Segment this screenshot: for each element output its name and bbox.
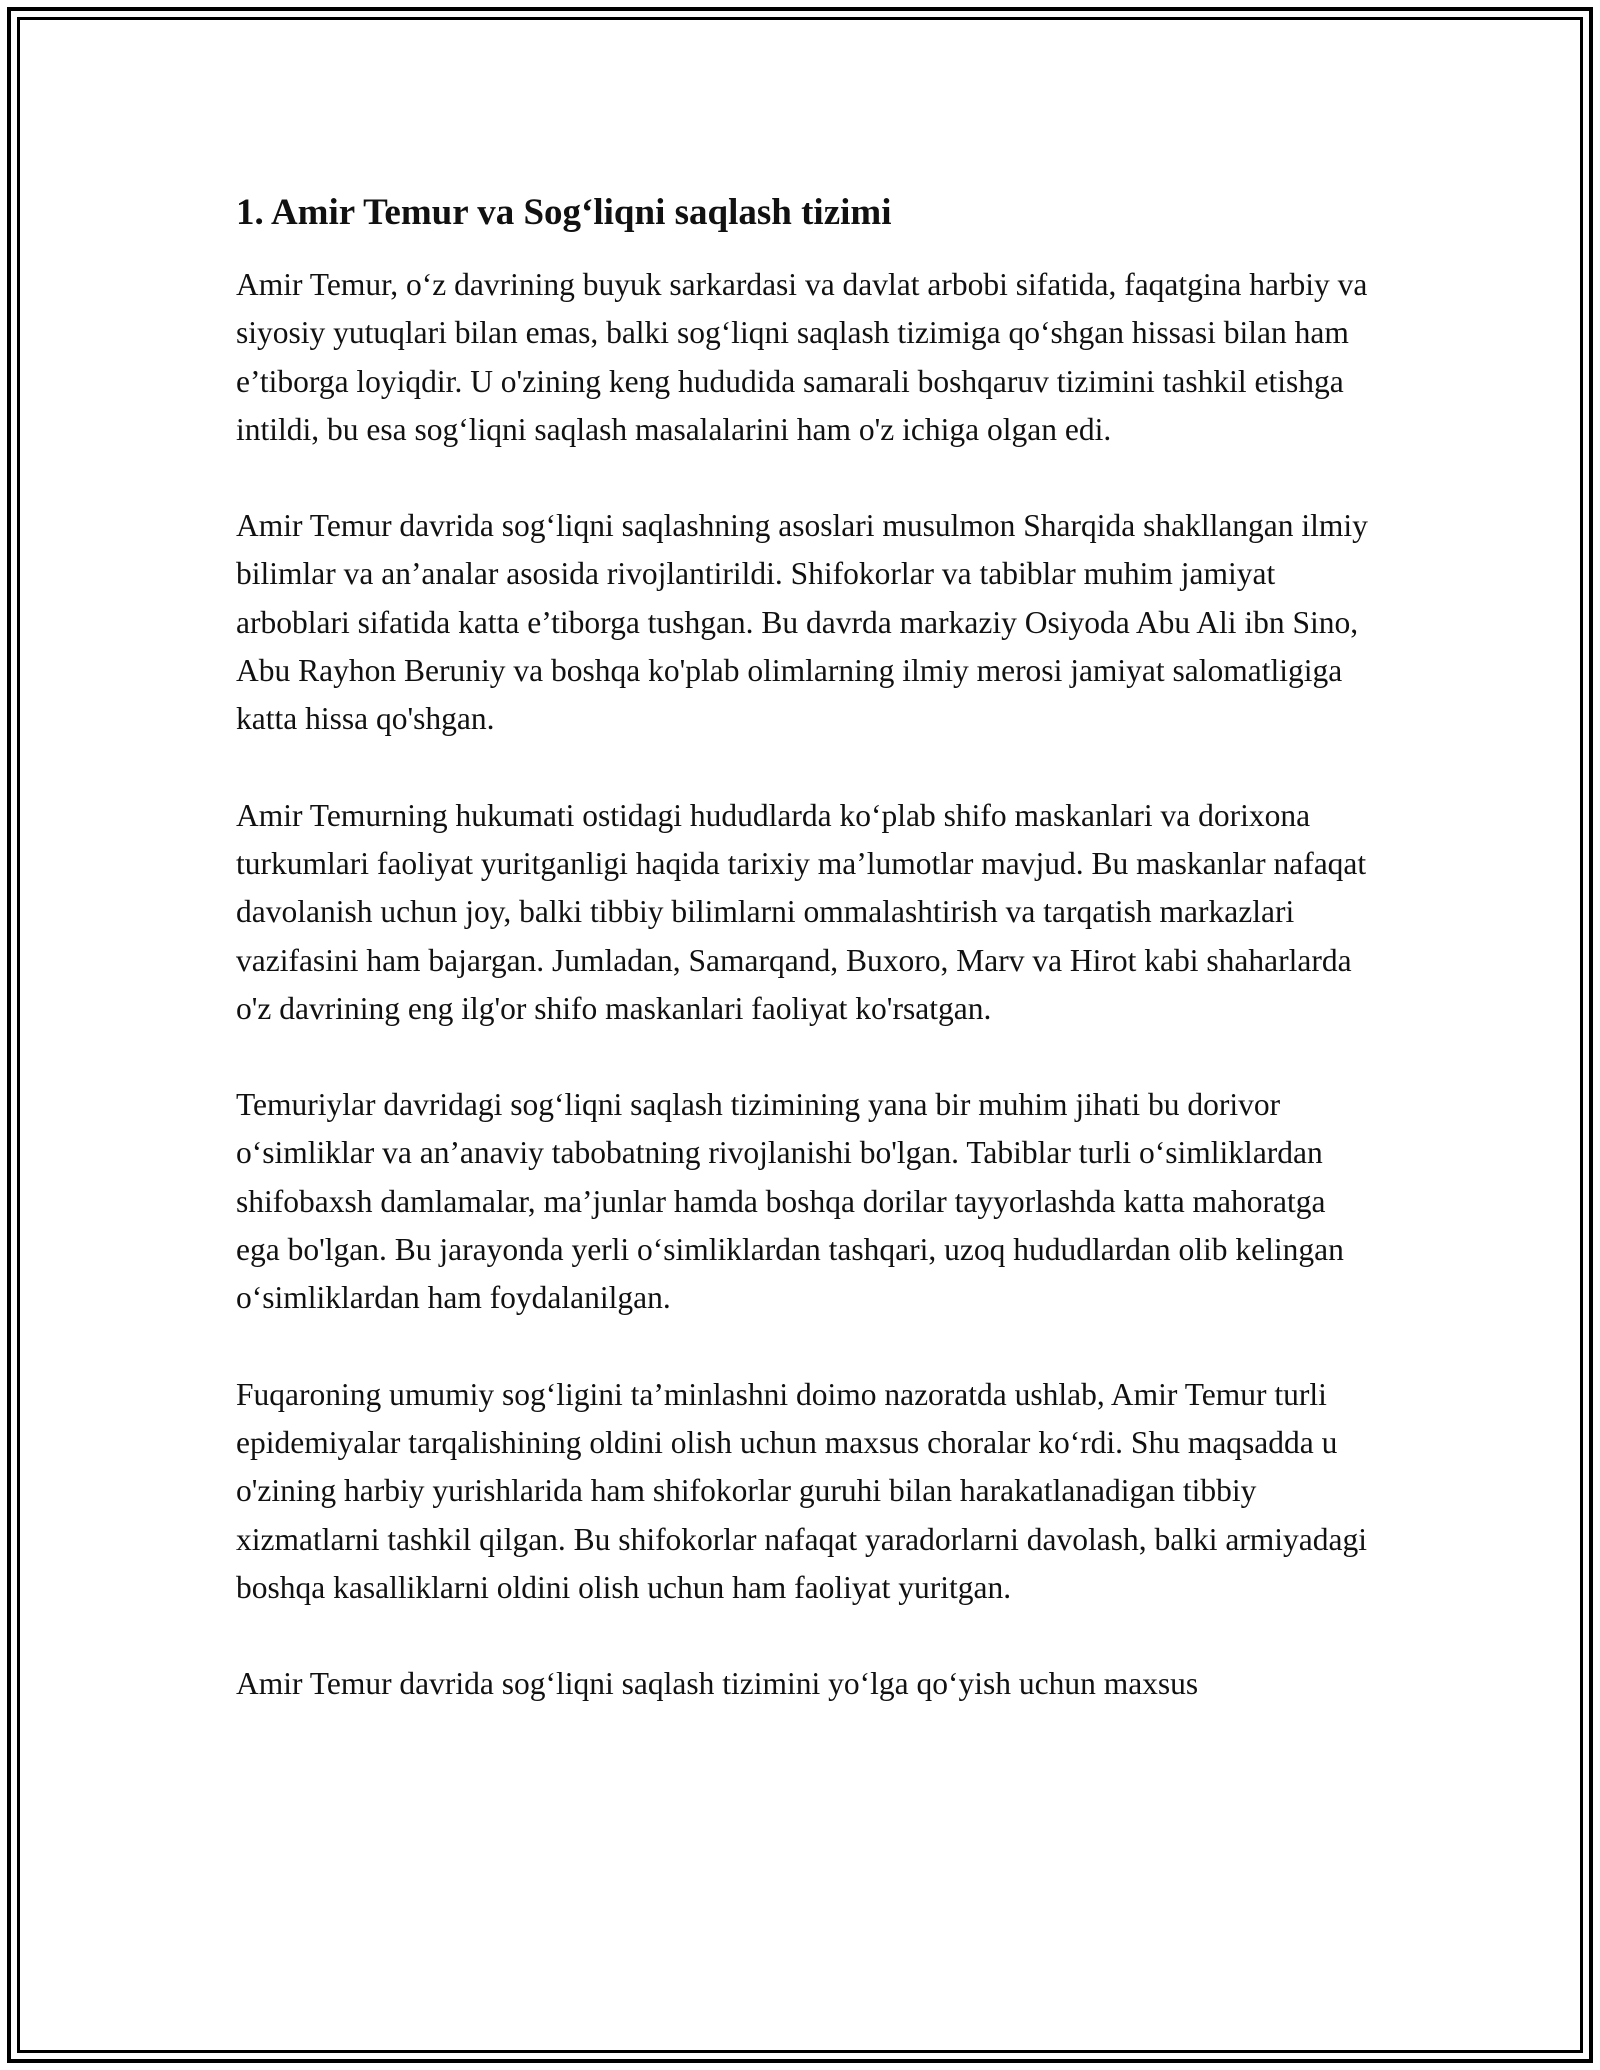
paragraph-4: Temuriylar davridagi sog‘liqni saqlash tizimining yana bir muhim jihati bu dorivor o‘simliklar va an’anaviy tabobatning rivojlanishi bo'lgan. Tabiblar turli o‘simliklardan shifobaxsh damlamalar, ma’junlar hamda boshqa dorilar tayyorlashda katta mahoratga ega bo'lgan. Bu jarayonda yerli o‘simliklardan tashqari, uzoq hududlardan olib kelingan o‘simliklardan ham foydalanilgan. xyxy=(236,1087,1344,1316)
section-heading: 1. Amir Temur va Sog‘liqni saqlash tizimi xyxy=(236,192,892,233)
paragraph-2: Amir Temur davrida sog‘liqni saqlashning asoslari musulmon Sharqida shakllangan ilmiy bilimlar va an’analar asosida rivojlantirildi. Shifokorlar va tabiblar muhim jamiyat arboblari sifatida katta e’tiborga tushgan. Bu davrda markaziy Osiyoda Abu Ali ibn Sino, Abu Rayhon Beruniy va boshqa ko'plab olimlarning ilmiy merosi jamiyat salomatligiga katta hissa qo'shgan. xyxy=(236,508,1368,737)
document-page xyxy=(236,185,1376,1708)
paragraph-6: Amir Temur davrida sog‘liqni saqlash tizimini yo‘lga qo‘yish uchun maxsus xyxy=(236,1666,1199,1702)
paragraph-1: Amir Temur, o‘z davrining buyuk sarkardasi va davlat arbobi sifatida, faqatgina harbiy va siyosiy yutuqlari bilan emas, balki sog‘liqni saqlash tizimiga qo‘shgan hissasi bilan ham e’tiborga loyiqdir. U o'zining keng hududida samarali boshqaruv tizimini tashkil etishga intildi, bu esa sog‘liqni saqlash masalalarini ham o'z ichiga olgan edi. xyxy=(236,267,1368,447)
paragraph-5: Fuqaroning umumiy sog‘ligini ta’minlashni doimo nazoratda ushlab, Amir Temur turli epidemiyalar tarqalishining oldini olish uchun maxsus choralar ko‘rdi. Shu maqsadda u o'zining harbiy yurishlarida ham shifokorlar guruhi bilan harakatlanadigan tibbiy xizmatlarni tashkil qilgan. Bu shifokorlar nafaqat yaradorlarni davolash, balki armiyadagi boshqa kasalliklarni oldini olish uchun ham faoliyat yuritgan. xyxy=(236,1376,1368,1605)
paragraph-3: Amir Temurning hukumati ostidagi hududlarda ko‘plab shifo maskanlari va dorixona turkumlari faoliyat yuritganligi haqida tarixiy ma’lumotlar mavjud. Bu maskanlar nafaqat davolanish uchun joy, balki tibbiy bilimlarni ommalashtirish va tarqatish markazlari vazifasini ham bajargan. Jumladan, Samarqand, Buxoro, Marv va Hirot kabi shaharlarda o'z davrining eng ilg'or shifo maskanlari faoliyat ko'rsatgan. xyxy=(236,797,1367,1026)
